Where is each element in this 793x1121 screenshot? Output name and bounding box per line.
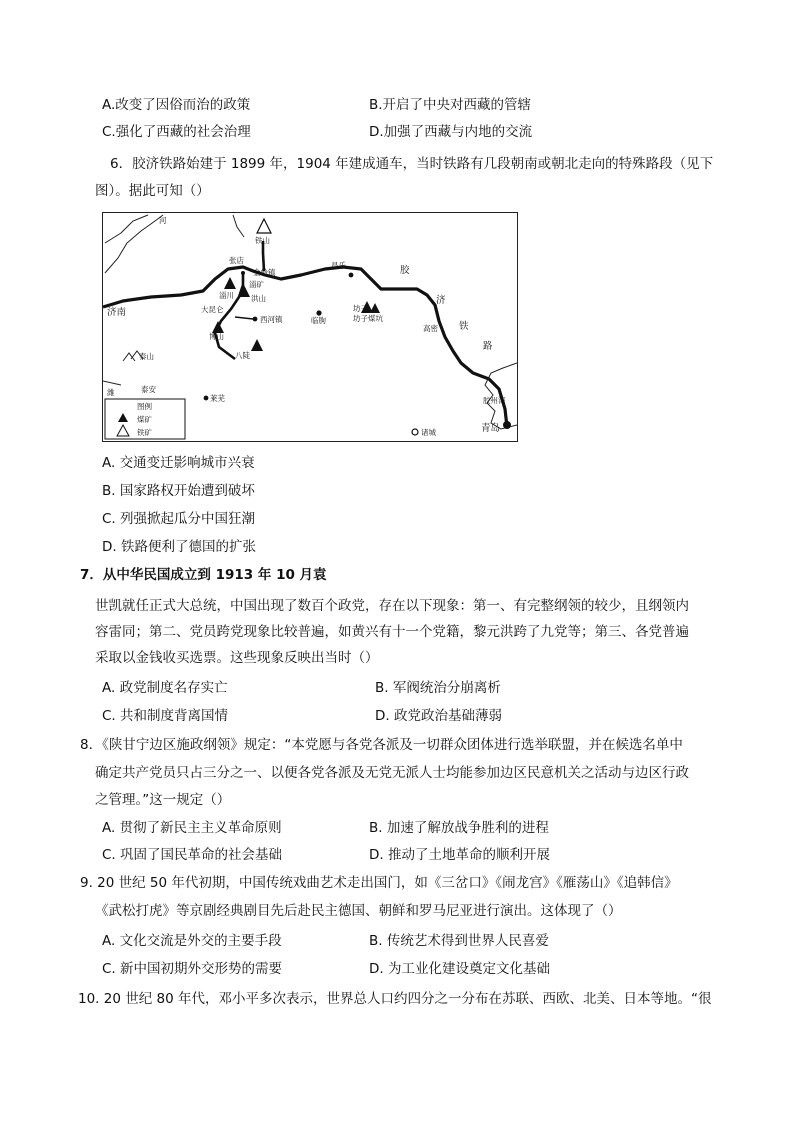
changle-dot [349,273,354,278]
q8-stem-line2: 确定共产党员只占三分之一、以便各党各派及无党无派人士均能参加边区民意机关之活动与边区行政 [95,765,689,781]
q7-stem-line1: 7．从中华民国成立到 1913 年 10 月袁 [80,567,327,583]
q8-stem-line3: 之管理。”这一规定（） [95,792,231,808]
q8-option-a: A. 贯彻了新民主主义革命原则 [102,820,282,836]
label-zichuan: 淄川 [219,291,234,300]
q7-option-c: C. 共和制度背离国情 [102,708,229,724]
q7-option-b: B. 军阀统治分崩离析 [375,680,501,696]
label-fangzimei: 坊子煤坑 [353,314,383,323]
q8-option-c: C. 巩固了国民革命的社会基础 [102,847,283,863]
label-rail-ji: 济 [436,295,446,306]
map-svg [103,213,517,441]
tieshan-iron-mine-icon [257,219,271,233]
yellow-river [105,215,163,273]
qingdao-dot [503,421,511,429]
legend-title: 图例 [137,402,152,411]
label-changle: 昌乐 [331,261,346,270]
zichuan-coal-mine-icon [224,277,236,289]
q5-option-d: D.加强了西藏与内地的交流 [369,124,533,140]
label-rail-jiao: 胶 [400,265,410,276]
q9-option-a: A. 文化交流是外交的主要手段 [102,933,282,949]
q5-option-b: B.开启了中央对西藏的管辖 [369,97,532,113]
label-dakunlun: 大昆仑 [201,305,224,314]
label-laiwu: 莱芜 [210,394,225,403]
q9-option-d: D. 为工业化建设奠定文化基础 [369,961,550,977]
q7-stem-line4: 采取以金钱收买选票。这些现象反映出当时（） [95,650,379,666]
q5-option-a: A.改变了因俗而治的政策 [102,97,251,113]
q9-stem-line1: 9. 20 世纪 50 年代初期，中国传统戏曲艺术走出国门，如《三岔口》《闹龙宫》《雁荡山》《追韩信》 [80,875,678,891]
label-tieshan: 铁山 [255,236,270,245]
legend-iron-label: 铁矿 [137,428,152,437]
q6-stem-line1: 6．胶济铁路始建于 1899 年，1904 年建成通车，当时铁路有几段朝南或朝北走向的特殊路段（见下 [110,156,714,172]
zhucheng-dot [412,429,418,435]
q9-stem-line2: 《武松打虎》等京剧经典剧目先后赴民主德国、朝鲜和罗马尼亚进行演出。这体现了（） [95,903,622,919]
label-wei: 潍 [107,388,115,397]
linqu-dot [316,310,321,315]
tieshan-branch [263,241,264,271]
label-zhucheng: 诸城 [421,428,436,437]
q8-stem-line1: 8．《陕甘宁边区施政纲领》规定：“本党愿与各党各派及一切群众团体进行选举联盟，并在候选名单中 [80,737,683,753]
q10-stem-line1: 10. 20 世纪 80 年代，邓小平多次表示，世界总人口约四分之一分布在苏联、西欧、北美、日本等地。“很 [78,991,712,1007]
q8-option-d: D. 推动了土地革命的顺利开展 [369,847,550,863]
q7-option-a: A. 政党制度名存实亡 [102,680,228,696]
label-he: 河 [159,216,167,225]
xihe-spur [235,317,253,319]
q6-option-c: C. 列强掀起瓜分中国狂潮 [102,511,256,527]
q5-option-c: C.强化了西藏的社会治理 [102,124,251,140]
laiwu-dot [204,396,209,401]
q9-option-b: B. 传统艺术得到世界人民喜爱 [369,933,549,949]
jiaoji-railway-map [102,212,518,442]
zhangdian-dot [241,271,245,275]
q8-option-b: B. 加速了解放战争胜利的进程 [369,820,549,836]
q9-option-c: C. 新中国初期外交形势的需要 [102,961,283,977]
label-rail-lu: 路 [483,341,493,352]
label-linqu: 临朐 [311,316,326,325]
label-taian: 泰安 [141,385,156,394]
q6-stem-line2: 图）。据此可知（） [95,183,210,199]
label-fangzi: 坊子 [353,304,368,313]
bazhi-coal-mine-icon [251,339,263,351]
label-hongshan: 洪山 [251,294,266,303]
label-weifang: 淄矿 [249,280,264,289]
q7-stem-line2: 世凯就任正式大总统，中国出现了数百个政党，存在以下现象：第一、有完整纲领的较少，且纲领内 [95,598,689,614]
fangzi-coal-mine-icon-b [370,303,380,313]
river-northwest [105,215,148,243]
label-boshan: 博山 [209,332,224,341]
label-rail-tie: 铁 [459,321,469,332]
river-north [233,215,244,237]
label-gaomi: 高密 [423,324,438,333]
label-jinlingzhen: 金岭镇 [253,268,276,277]
label-bazhi: 八陡 [235,351,250,360]
xihezhen-dot [253,317,258,322]
legend-coal-label: 煤矿 [137,415,152,424]
label-zhangdian: 张店 [229,256,244,265]
q6-option-b: B. 国家路权开始遭到破坏 [102,483,255,499]
label-qingdao: 青岛 [481,423,501,434]
label-jiaozhouwan: 胶州湾 [483,396,506,405]
label-jinan: 济南 [107,307,127,318]
q6-option-d: D. 铁路便利了德国的扩张 [102,539,256,555]
label-xihezhen: 西河镇 [260,315,283,324]
label-taishan: 泰山 [139,352,154,361]
q7-stem-line3: 容雷同；第二、党员跨党现象比较普遍，如黄兴有十一个党籍，黎元洪跨了九党等；第三、各党普遍 [95,624,689,640]
q6-option-a: A. 交通变迁影响城市兴衰 [102,455,255,471]
q7-option-d: D. 政党政治基础薄弱 [375,708,502,724]
wei-river [103,381,121,385]
